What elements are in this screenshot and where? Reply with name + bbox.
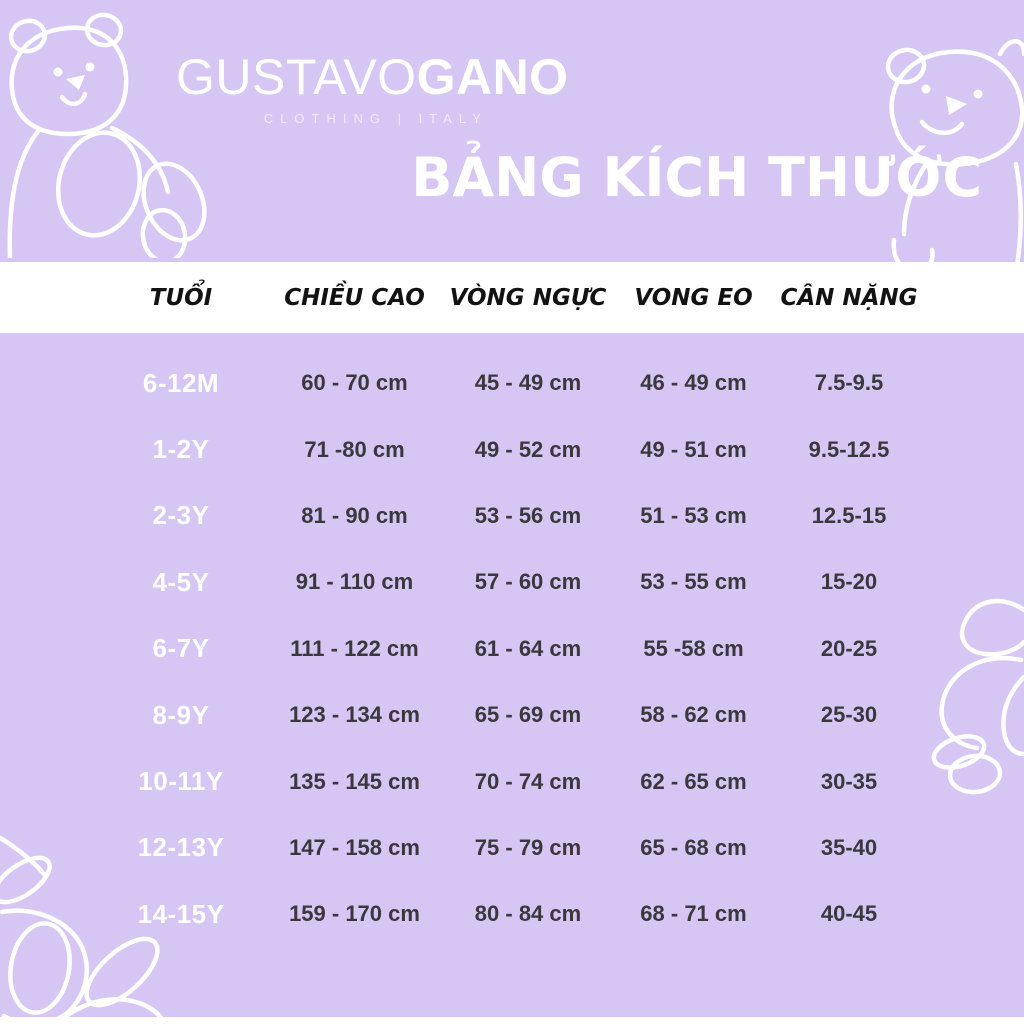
weight-cell: 12.5-15 (811, 502, 887, 528)
waist-cell: 55 -58 cm (643, 635, 744, 661)
age-cell: 8-9Y (152, 699, 210, 730)
weight-cell: 20-25 (820, 635, 878, 661)
table-row (95, 416, 1024, 482)
age-cell: 6-7Y (152, 633, 210, 664)
chest-cell: 57 - 60 cm (474, 569, 582, 595)
table-row (95, 483, 1024, 549)
height-cell: 135 - 145 cm (289, 768, 420, 794)
table-row (95, 549, 1024, 615)
table-row (95, 748, 1024, 814)
table-header-row (95, 262, 1024, 333)
height-cell: 159 - 170 cm (289, 901, 420, 927)
chest-cell: 70 - 74 cm (474, 768, 582, 794)
height-cell: 91 - 110 cm (295, 569, 414, 595)
height-cell: 60 - 70 cm (301, 370, 408, 396)
table-row (95, 815, 1024, 881)
brand-name-part2: GANO (416, 49, 569, 105)
chest-cell: 61 - 64 cm (474, 635, 582, 661)
weight-cell: 7.5-9.5 (814, 370, 884, 396)
weight-cell: 9.5-12.5 (808, 436, 890, 462)
waist-cell: 46 - 49 cm (640, 370, 747, 396)
table-row (95, 350, 1024, 416)
waist-cell: 65 - 68 cm (640, 834, 747, 860)
age-cell: 1-2Y (152, 434, 210, 465)
chest-cell: 75 - 79 cm (474, 834, 582, 860)
weight-cell: 40-45 (820, 901, 878, 927)
waist-cell: 53 - 55 cm (640, 569, 747, 595)
chest-cell: 45 - 49 cm (474, 370, 582, 396)
column-header-age: TUỔI (149, 284, 213, 311)
column-header-height: CHIỀU CAO (284, 284, 425, 311)
size-table (0, 350, 1024, 948)
age-cell: 6-12M (142, 367, 220, 398)
waist-cell: 68 - 71 cm (640, 901, 747, 927)
age-cell: 12-13Y (137, 832, 225, 863)
waist-cell: 51 - 53 cm (640, 502, 747, 528)
waist-cell: 49 - 51 cm (640, 436, 747, 462)
table-row (95, 616, 1024, 682)
weight-cell: 25-30 (820, 702, 878, 728)
height-cell: 123 - 134 cm (289, 702, 420, 728)
chest-cell: 80 - 84 cm (474, 901, 582, 927)
age-cell: 2-3Y (152, 500, 210, 531)
table-row (95, 881, 1024, 947)
age-cell: 14-15Y (137, 898, 225, 929)
height-cell: 111 - 122 cm (290, 635, 419, 661)
brand-logo (176, 50, 569, 126)
bottom-strip (0, 1017, 1024, 1024)
column-header-weight: CÂN NẶNG (780, 284, 918, 311)
height-cell: 71 -80 cm (304, 436, 405, 462)
table-row (95, 682, 1024, 748)
brand-tagline: CLOTHING | ITALY (263, 111, 488, 126)
chest-cell: 53 - 56 cm (474, 502, 582, 528)
waist-cell: 58 - 62 cm (640, 702, 747, 728)
page-title: BẢNG KÍCH THƯỚC (411, 146, 982, 209)
age-cell: 4-5Y (152, 566, 210, 597)
age-cell: 10-11Y (138, 766, 224, 797)
weight-cell: 30-35 (820, 768, 878, 794)
teddy-bear-top-left-icon (0, 6, 211, 258)
waist-cell: 62 - 65 cm (640, 768, 747, 794)
column-header-waist: VONG EO (634, 284, 753, 311)
brand-name-part1: GUSTAVO (176, 49, 417, 105)
weight-cell: 15-20 (820, 569, 878, 595)
column-header-chest: VÒNG NGỰC (449, 284, 607, 311)
brand-name (176, 50, 569, 105)
weight-cell: 35-40 (820, 834, 878, 860)
table-header-band (0, 262, 1024, 333)
height-cell: 81 - 90 cm (301, 502, 408, 528)
chest-cell: 65 - 69 cm (474, 702, 582, 728)
chest-cell: 49 - 52 cm (474, 436, 582, 462)
height-cell: 147 - 158 cm (289, 834, 420, 860)
